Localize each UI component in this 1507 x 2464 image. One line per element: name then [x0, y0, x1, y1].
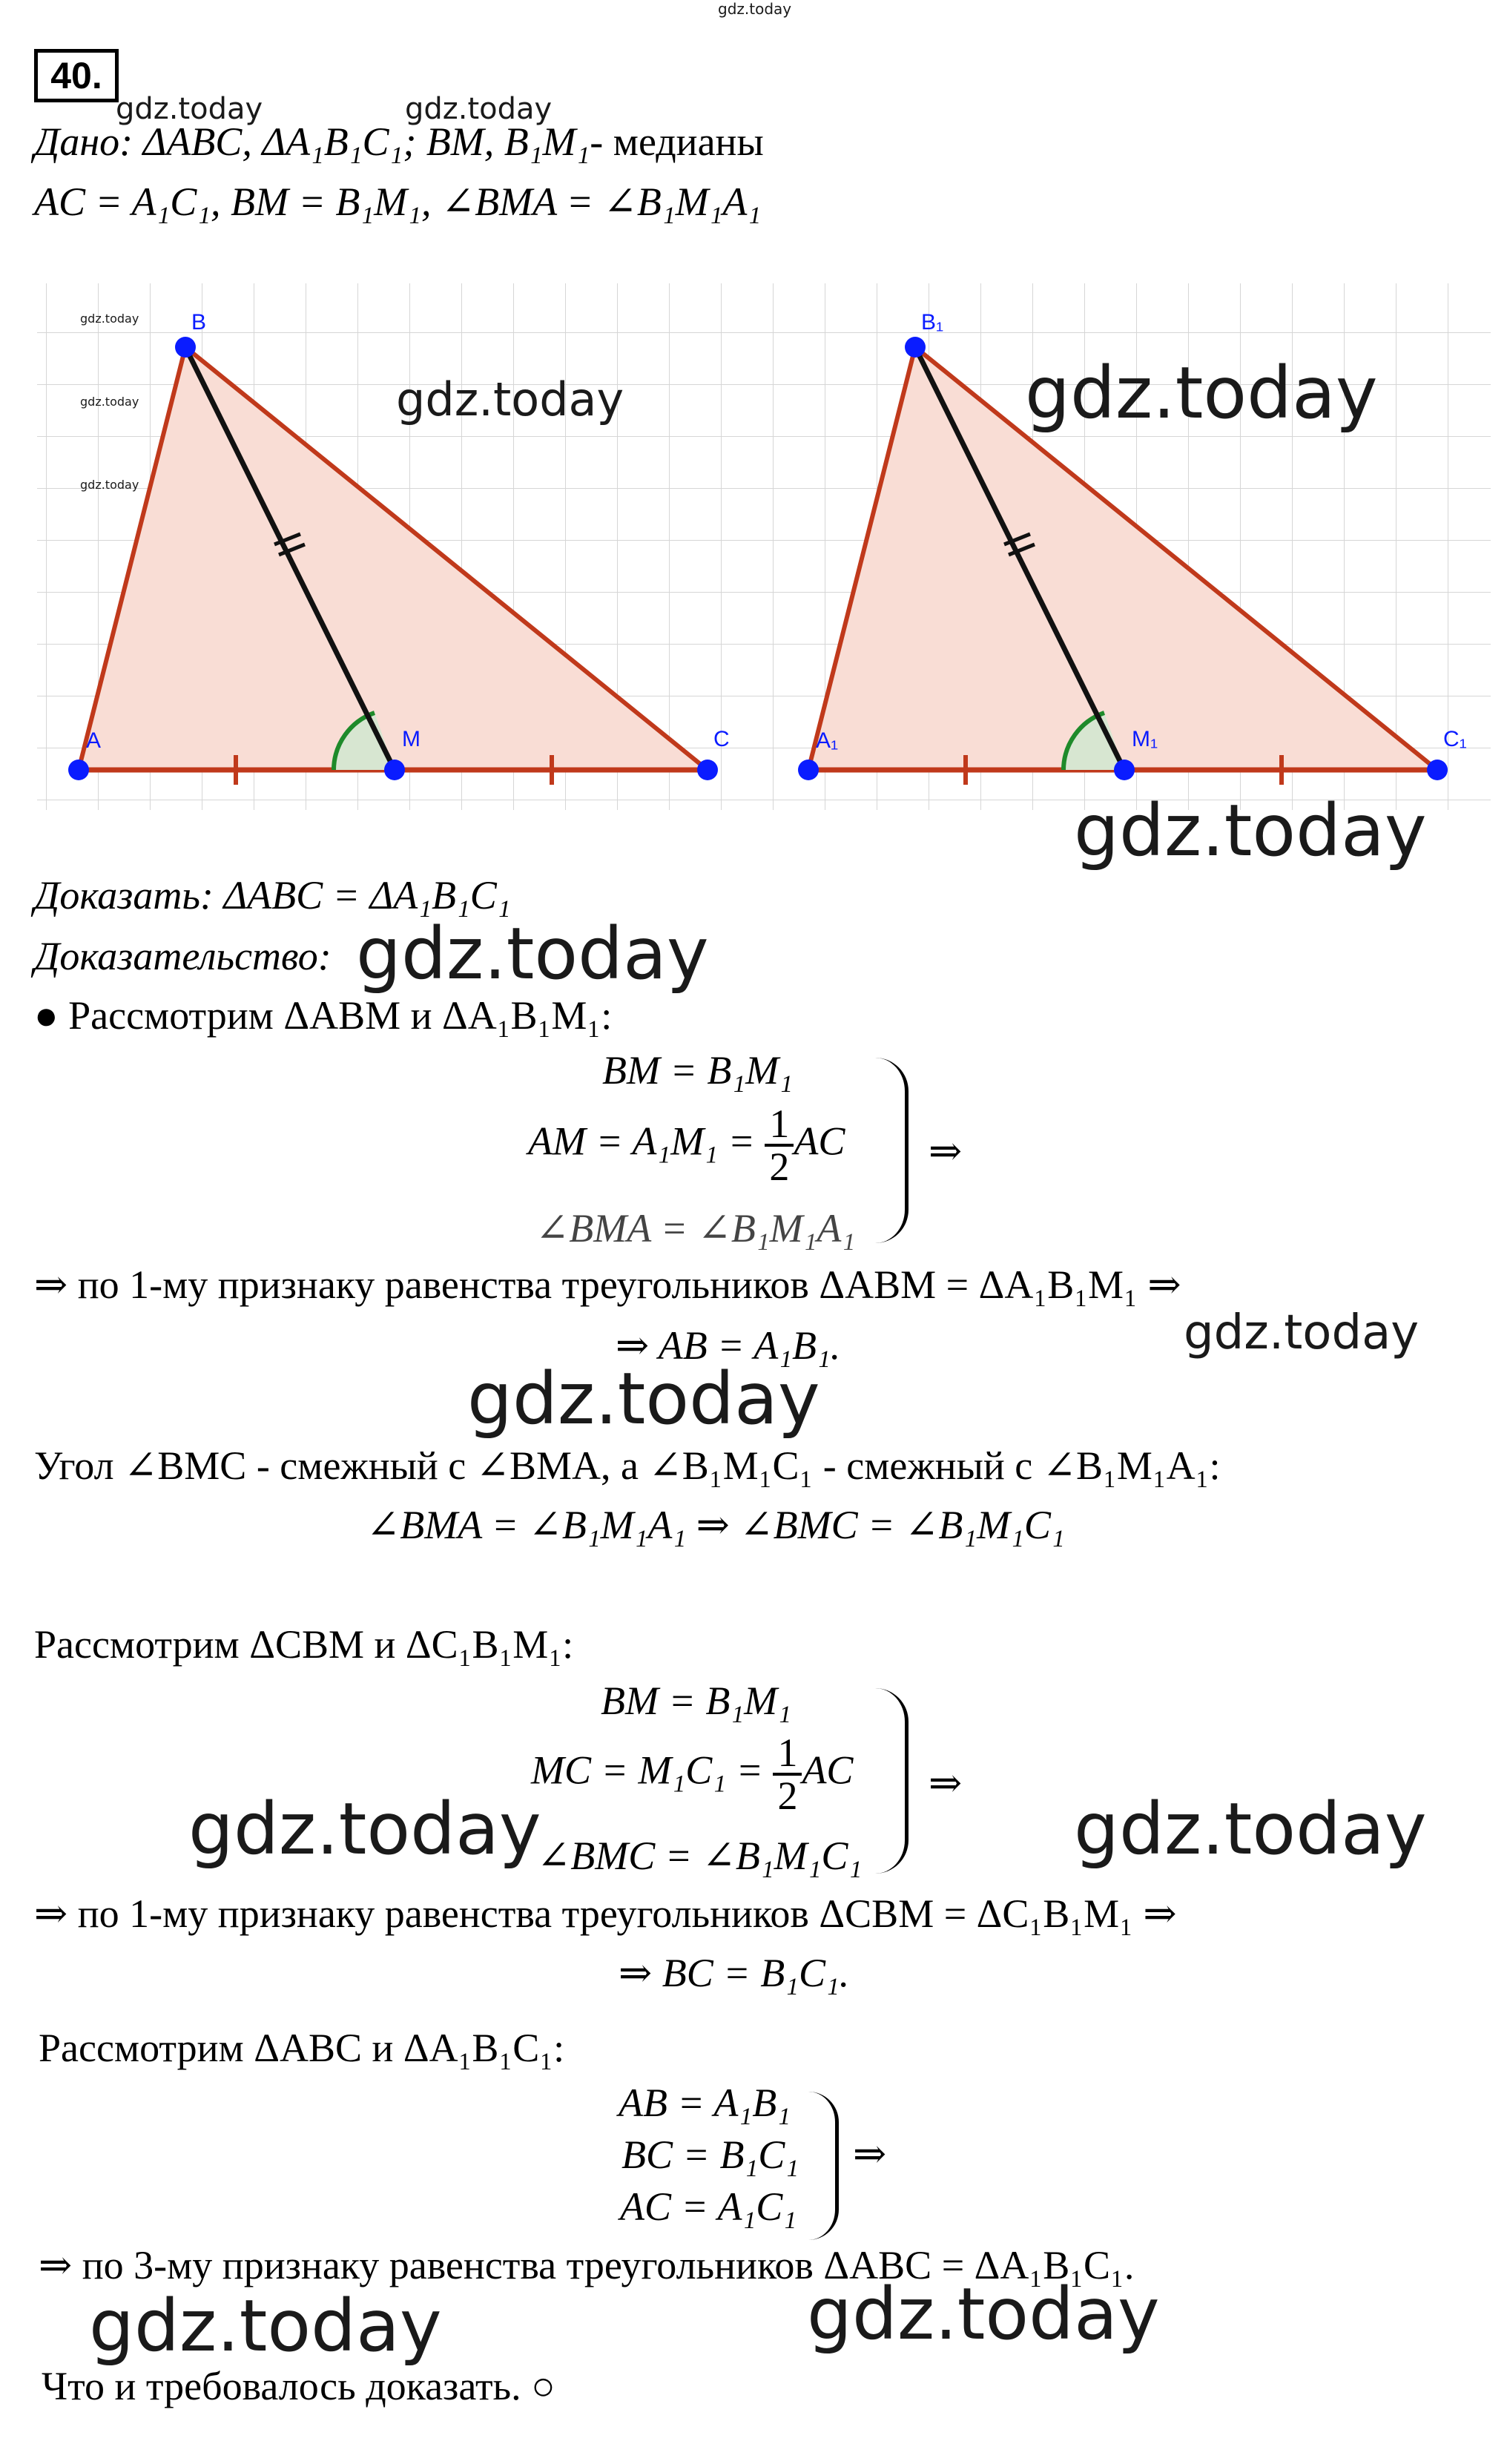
step2-eq2-left: MC = M₁C₁ = [531, 1747, 763, 1793]
step2-eq3: ∠BMC = ∠B₁M₁C₁ [537, 1834, 863, 1878]
prove-line [34, 872, 511, 918]
label-c1: C₁ [1443, 727, 1467, 751]
step1-implies: ⇒ [929, 1129, 963, 1173]
step2-result: ⇒ BC = B₁C₁. [619, 1951, 850, 1995]
step3-implies: ⇒ [853, 2132, 887, 2176]
watermark-step2-2: gdz.today [1074, 1788, 1427, 1871]
watermark-grid-1: gdz.today [80, 312, 139, 326]
label-c: C [713, 727, 730, 751]
step2-implies: ⇒ [929, 1761, 963, 1805]
step2-eq1: BM = B₁M₁ [601, 1679, 791, 1723]
angles-line2: ∠BMA = ∠B₁M₁A₁ ⇒ ∠BMC = ∠B₁M₁C₁ [366, 1503, 1065, 1547]
point-a1 [798, 760, 819, 780]
step1-result: ⇒ AB = A₁B₁. [616, 1323, 841, 1368]
given-medians-word: - медианы [590, 119, 764, 164]
step2-frac-num: 1 [773, 1733, 802, 1776]
step3-eq2: BC = B₁C₁ [621, 2132, 799, 2177]
label-b1: B₁ [921, 310, 944, 335]
watermark-grid-2: gdz.today [80, 395, 139, 409]
step1-fraction [765, 1101, 794, 1189]
step2-intro: Рассмотрим ΔCBM и ΔC₁B₁M₁: [34, 1622, 574, 1667]
label-a: A [86, 728, 102, 753]
step1-intro: ● Рассмотрим ΔABM и ΔA₁B₁M₁: [34, 993, 613, 1038]
step3-conclusion: ⇒ по 3-му признаку равенства треугольников ΔABC = ΔA₁B₁C₁. [39, 2243, 1135, 2287]
point-a [68, 760, 89, 780]
watermark-step2-1: gdz.today [188, 1788, 541, 1871]
step1-eq1: BM = B₁M₁ [602, 1048, 793, 1093]
watermark-figure-3: gdz.today [1074, 789, 1427, 872]
watermark-figure-2: gdz.today [1025, 352, 1378, 435]
label-m: M [402, 727, 421, 751]
point-m [384, 760, 405, 780]
step1-eq3: ∠BMA = ∠B₁M₁A₁ [535, 1206, 856, 1251]
watermark-step1-2: gdz.today [467, 1357, 820, 1440]
prove-label: Доказать [34, 873, 200, 918]
watermark-bottom-2: gdz.today [807, 2273, 1160, 2356]
label-b: B [191, 310, 207, 335]
given-label: Дано [34, 119, 120, 164]
step1-frac-den: 2 [769, 1144, 790, 1189]
label-a1: A₁ [816, 728, 839, 753]
step3-eq1: AB = A₁B₁ [619, 2081, 791, 2125]
step2-fraction [773, 1730, 802, 1818]
given-conditions: AC = A₁C₁, BM = B₁M₁, ∠BMA = ∠B₁M₁A₁ [34, 179, 762, 224]
watermark-proof: gdz.today [356, 912, 709, 995]
label-m1: M₁ [1132, 727, 1158, 751]
step3-intro: Рассмотрим ΔABC и ΔA₁B₁C₁: [39, 2026, 565, 2070]
point-m1 [1114, 760, 1135, 780]
proof-label: Доказательство: [34, 934, 332, 978]
point-c [697, 760, 718, 780]
qed-line: Что и требовалось доказать. ○ [42, 2364, 555, 2408]
step2-frac-den: 2 [777, 1773, 798, 1818]
step1-conclusion: ⇒ по 1-му признаку равенства треугольников ΔABM = ΔA₁B₁M₁ ⇒ [34, 1262, 1181, 1307]
watermark-small-1: gdz.today [116, 92, 263, 126]
point-c1 [1427, 760, 1448, 780]
step3-brace [808, 2092, 839, 2240]
watermark-small-2: gdz.today [405, 92, 553, 126]
problem-number: 40. [34, 49, 119, 102]
given-triangles: : ΔABC, ΔA₁B₁C₁; BM, B₁M₁ [119, 119, 590, 164]
step1-brace [875, 1058, 909, 1243]
watermark-figure-1: gdz.today [396, 372, 624, 426]
angles-line1: Угол ∠BMC - смежный с ∠BMA, а ∠B₁M₁C₁ - смежный с ∠B₁M₁A₁: [34, 1443, 1221, 1488]
step2-eq2-right: AC [802, 1747, 854, 1793]
step2-conclusion: ⇒ по 1-му признаку равенства треугольников ΔCBM = ΔC₁B₁M₁ ⇒ [34, 1891, 1177, 1936]
watermark-bottom-1: gdz.today [89, 2285, 442, 2368]
given-line [34, 119, 764, 165]
step1-eq2 [528, 1101, 845, 1189]
step1-frac-num: 1 [765, 1104, 794, 1147]
watermark-step1-1: gdz.today [1184, 1305, 1419, 1360]
prove-statement: : ΔABC = ΔA₁B₁C₁ [199, 873, 511, 918]
watermark-grid-3: gdz.today [80, 478, 139, 492]
watermark-top: gdz.today [718, 0, 792, 18]
step1-eq2-left: AM = A₁M₁ = [528, 1119, 755, 1164]
point-b [175, 337, 196, 358]
point-b1 [905, 337, 926, 358]
step3-eq3: AC = A₁C₁ [620, 2184, 797, 2229]
step2-eq2 [531, 1730, 854, 1818]
step1-eq2-right: AC [794, 1119, 845, 1164]
step2-brace [875, 1688, 909, 1874]
